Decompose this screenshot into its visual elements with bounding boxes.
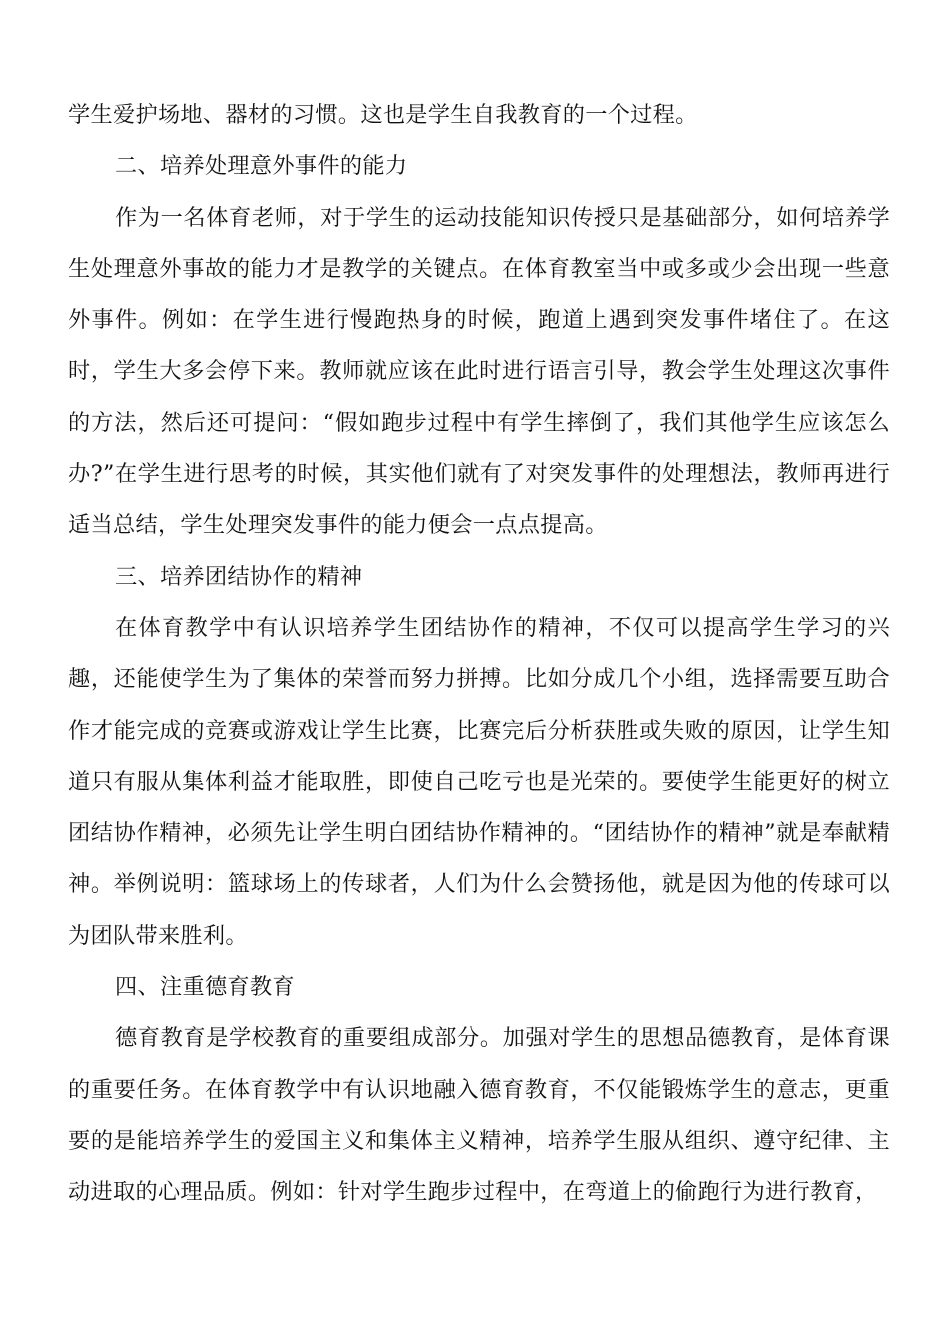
document-body [68, 90, 890, 1219]
paragraph-teamwork: 在体育教学中有认识培养学生团结协作的精神，不仅可以提高学生学习的兴趣，还能使学生为了集体的荣誉而努力拼搏。比如分成几个小组，选择需要互助合作才能完成的竞赛或游戏让学生比赛，比赛完后分析获胜或失败的原因，让学生知道只有服从集体利益才能取胜，即使自己吃亏也是光荣的。要使学生能更好的树立团结协作精神，必须先让学生明白团结协作精神的。“团结协作的精神”就是奉献精神。举例说明：篮球场上的传球者，人们为什么会赞扬他，就是因为他的传球可以为团队带来胜利。 [68, 614, 890, 949]
paragraph-intro-tail: 学生爱护场地、器材的习惯。这也是学生自我教育的一个过程。 [68, 102, 698, 128]
section-heading-4: 四、注重德育教育 [115, 974, 295, 1001]
section-heading-3: 三、培养团结协作的精神 [115, 563, 363, 590]
section-heading-2: 二、培养处理意外事件的能力 [115, 153, 408, 180]
paragraph-moral-education: 德育教育是学校教育的重要组成部分。加强对学生的思想品德教育，是体育课的重要任务。在体育教学中有认识地融入德育教育，不仅能锻炼学生的意志，更重要的是能培养学生的爱国主义和集体主义精神，培养学生服从组织、遵守纪律、主动进取的心理品质。例如：针对学生跑步过程中，在弯道上的偷跑行为进行教育， [68, 1025, 890, 1206]
paragraph-accident-handling: 作为一名体育老师，对于学生的运动技能知识传授只是基础部分，如何培养学生处理意外事故的能力才是教学的关键点。在体育教室当中或多或少会出现一些意外事件。例如：在学生进行慢跑热身的时候，跑道上遇到突发事件堵住了。在这时，学生大多会停下来。教师就应该在此时进行语言引导，教会学生处理这次事件的方法，然后还可提问：“假如跑步过程中有学生摔倒了，我们其他学生应该怎么办?”在学生进行思考的时候，其实他们就有了对突发事件的处理想法，教师再进行适当总结，学生处理突发事件的能力便会一点点提高。 [68, 204, 890, 539]
